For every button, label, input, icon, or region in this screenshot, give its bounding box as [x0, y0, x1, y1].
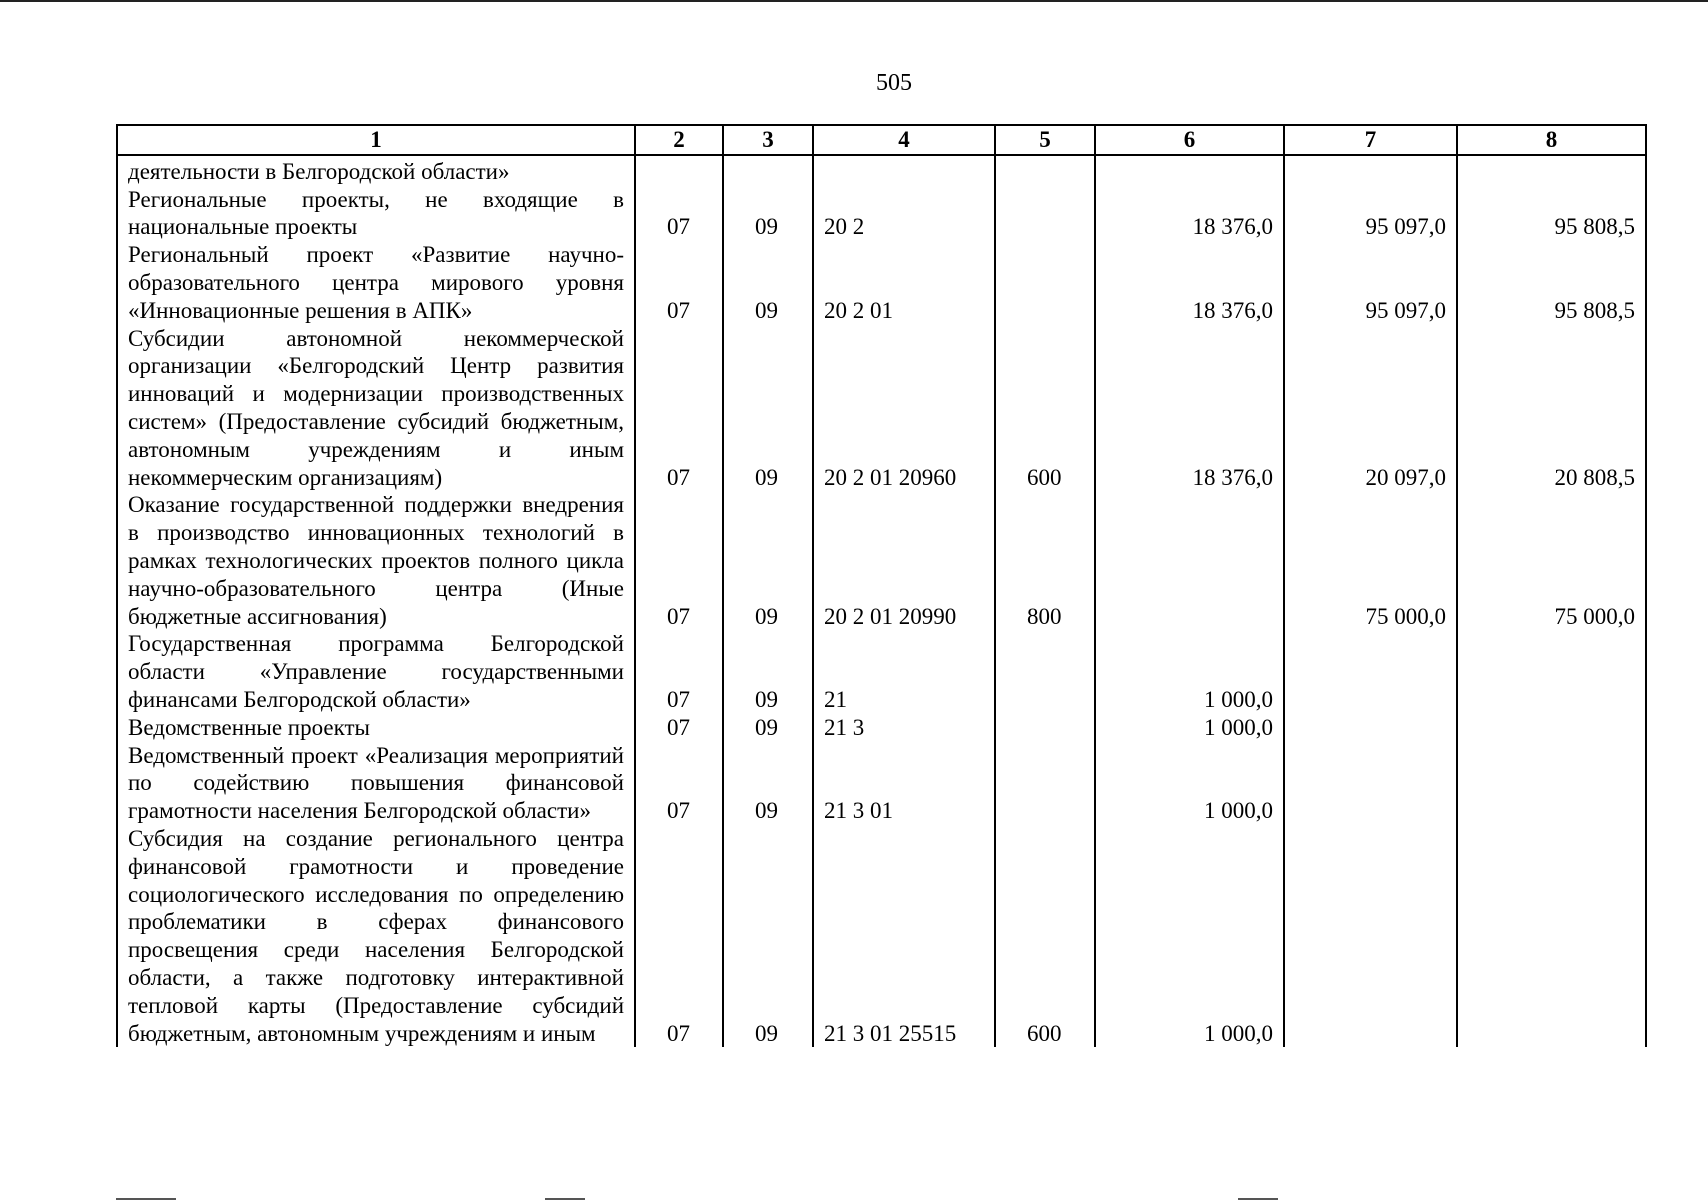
table-row	[117, 325, 1646, 492]
col-header-5: 5	[995, 125, 1095, 155]
row-description: Ведомственные проекты	[117, 714, 635, 742]
cell-expense-type	[995, 714, 1095, 742]
cell-amount-8	[1457, 742, 1646, 825]
cell-target-article: 21 3	[813, 714, 995, 742]
cell-target-article: 21	[813, 630, 995, 713]
cell-amount-6: 1 000,0	[1095, 714, 1284, 742]
cell-expense-type	[995, 630, 1095, 713]
cell-target-article	[813, 155, 995, 186]
cell-subsection: 09	[723, 742, 813, 825]
row-description: деятельности в Белгородской области»	[117, 155, 635, 186]
table-row	[117, 714, 1646, 742]
cell-expense-type	[995, 742, 1095, 825]
cell-subsection	[723, 155, 813, 186]
cell-target-article: 20 2	[813, 186, 995, 242]
table-row	[117, 241, 1646, 324]
table-row	[117, 186, 1646, 242]
cell-amount-8: 75 000,0	[1457, 491, 1646, 630]
cell-amount-7	[1284, 742, 1457, 825]
row-description: Ведомственный проект «Реализация мероприятий по содействию повышения финансовой грамотности населения Белгородской области»	[117, 742, 635, 825]
cell-amount-7: 75 000,0	[1284, 491, 1457, 630]
cell-subsection: 09	[723, 714, 813, 742]
col-header-8: 8	[1457, 125, 1646, 155]
cell-target-article: 20 2 01	[813, 241, 995, 324]
table-row	[117, 742, 1646, 825]
cell-expense-type	[995, 241, 1095, 324]
cell-amount-6	[1095, 155, 1284, 186]
cell-amount-7: 95 097,0	[1284, 241, 1457, 324]
cell-section: 07	[635, 714, 723, 742]
cell-section: 07	[635, 742, 723, 825]
cell-amount-6: 18 376,0	[1095, 241, 1284, 324]
page-number: 505	[876, 70, 912, 96]
cell-target-article: 21 3 01 25515	[813, 825, 995, 1047]
cell-section	[635, 155, 723, 186]
col-header-2: 2	[635, 125, 723, 155]
cell-amount-8: 95 808,5	[1457, 241, 1646, 324]
cell-amount-6: 1 000,0	[1095, 742, 1284, 825]
row-description: Субсидия на создание регионального центра финансовой грамотности и проведение социологического исследования по определению проблематики в сферах финансового просвещения среди населения Белгородской области, а также подготовку интерактивной тепловой карты (Предоставление субсидий бюджетным, автономным учреждениям и иным	[117, 825, 635, 1047]
cell-section: 07	[635, 825, 723, 1047]
cell-subsection: 09	[723, 491, 813, 630]
row-description: Государственная программа Белгородской области «Управление государственными финансами Белгородской области»	[117, 630, 635, 713]
table-row	[117, 825, 1646, 1047]
cell-amount-6: 1 000,0	[1095, 630, 1284, 713]
cell-amount-7	[1284, 825, 1457, 1047]
cell-amount-8: 95 808,5	[1457, 186, 1646, 242]
budget-table	[116, 124, 1647, 1047]
cell-section: 07	[635, 186, 723, 242]
cell-amount-6: 18 376,0	[1095, 186, 1284, 242]
cell-target-article: 20 2 01 20960	[813, 325, 995, 492]
cell-expense-type	[995, 186, 1095, 242]
cell-section: 07	[635, 491, 723, 630]
table-row	[117, 155, 1646, 186]
cell-section: 07	[635, 630, 723, 713]
cell-target-article: 20 2 01 20990	[813, 491, 995, 630]
cell-section: 07	[635, 325, 723, 492]
cell-subsection: 09	[723, 186, 813, 242]
cell-amount-7	[1284, 630, 1457, 713]
cell-amount-7	[1284, 155, 1457, 186]
cell-target-article: 21 3 01	[813, 742, 995, 825]
cell-amount-8	[1457, 630, 1646, 713]
cell-amount-8: 20 808,5	[1457, 325, 1646, 492]
cell-subsection: 09	[723, 825, 813, 1047]
cell-expense-type: 600	[995, 825, 1095, 1047]
col-header-1: 1	[117, 125, 635, 155]
cell-amount-7: 20 097,0	[1284, 325, 1457, 492]
row-description: Региональные проекты, не входящие в национальные проекты	[117, 186, 635, 242]
cell-subsection: 09	[723, 241, 813, 324]
header-row	[117, 125, 1646, 155]
cell-amount-6: 18 376,0	[1095, 325, 1284, 492]
row-description: Субсидии автономной некоммерческой организации «Белгородский Центр развития инноваций и модернизации производственных систем» (Предоставление субсидий бюджетным, автономным учреждениям и иным некоммерческим организациям)	[117, 325, 635, 492]
table-row	[117, 630, 1646, 713]
cell-amount-7: 95 097,0	[1284, 186, 1457, 242]
col-header-6: 6	[1095, 125, 1284, 155]
row-description: Оказание государственной поддержки внедрения в производство инновационных технологий в рамках технологических проектов полного цикла научно-образовательного центра (Иные бюджетные ассигнования)	[117, 491, 635, 630]
cell-amount-7	[1284, 714, 1457, 742]
row-description: Региональный проект «Развитие научно-образовательного центра мирового уровня «Инновационные решения в АПК»	[117, 241, 635, 324]
cell-amount-6	[1095, 491, 1284, 630]
cell-subsection: 09	[723, 630, 813, 713]
col-header-7: 7	[1284, 125, 1457, 155]
cell-amount-8	[1457, 714, 1646, 742]
cell-section: 07	[635, 241, 723, 324]
cell-expense-type: 600	[995, 325, 1095, 492]
cell-amount-8	[1457, 825, 1646, 1047]
cell-expense-type	[995, 155, 1095, 186]
cell-subsection: 09	[723, 325, 813, 492]
cell-expense-type: 800	[995, 491, 1095, 630]
scan-edge	[0, 0, 1708, 2]
col-header-3: 3	[723, 125, 813, 155]
col-header-4: 4	[813, 125, 995, 155]
cell-amount-8	[1457, 155, 1646, 186]
table-row	[117, 491, 1646, 630]
cell-amount-6: 1 000,0	[1095, 825, 1284, 1047]
